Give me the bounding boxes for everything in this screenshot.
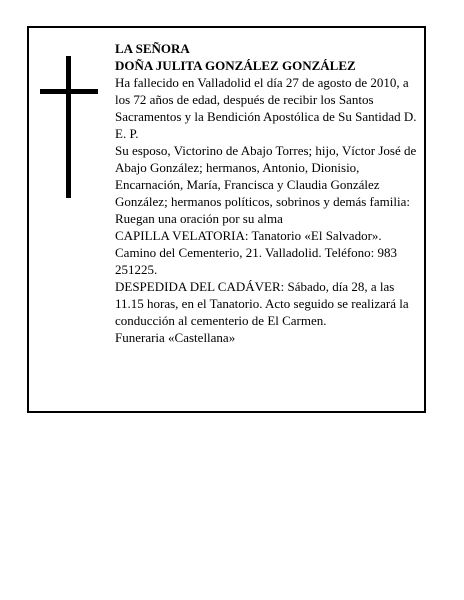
death-announcement: Ha fallecido en Valladolid el día 27 de agosto de 2010, a los 72 años de edad, después de recibir los Santos Sacramentos y la Bendición Apostólica de Su Santidad D. E. P. <box>115 75 417 141</box>
family-list: Su esposo, Victorino de Abajo Torres; hijo, Víctor José de Abajo González; hermanos, Antonio, Dionisio, Encarnación, María, Francisca y Claudia González González; hermanos políticos, sobrinos y demás familia: <box>115 143 417 209</box>
prayer-request: Ruegan una oración por su alma <box>115 211 283 226</box>
wake-location: CAPILLA VELATORIA: Tanatorio «El Salvador». Camino del Cementerio, 21. Valladolid. Teléfono: 983 251225. <box>115 228 398 277</box>
notice-title: LA SEÑORA <box>115 41 190 56</box>
farewell-details: DESPEDIDA DEL CADÁVER: Sábado, día 28, a las 11.15 horas, en el Tanatorio. Acto seguido se realizará la conducción al cementerio de El Carmen. <box>115 279 409 328</box>
deceased-name: DOÑA JULITA GONZÁLEZ GONZÁLEZ <box>115 58 356 73</box>
cross-vertical-bar <box>66 56 71 198</box>
funeral-home: Funeraria «Castellana» <box>115 330 236 345</box>
latin-cross-icon <box>40 56 98 198</box>
obituary-notice <box>27 26 426 413</box>
cross-horizontal-bar <box>40 89 98 94</box>
notice-text <box>115 40 423 346</box>
